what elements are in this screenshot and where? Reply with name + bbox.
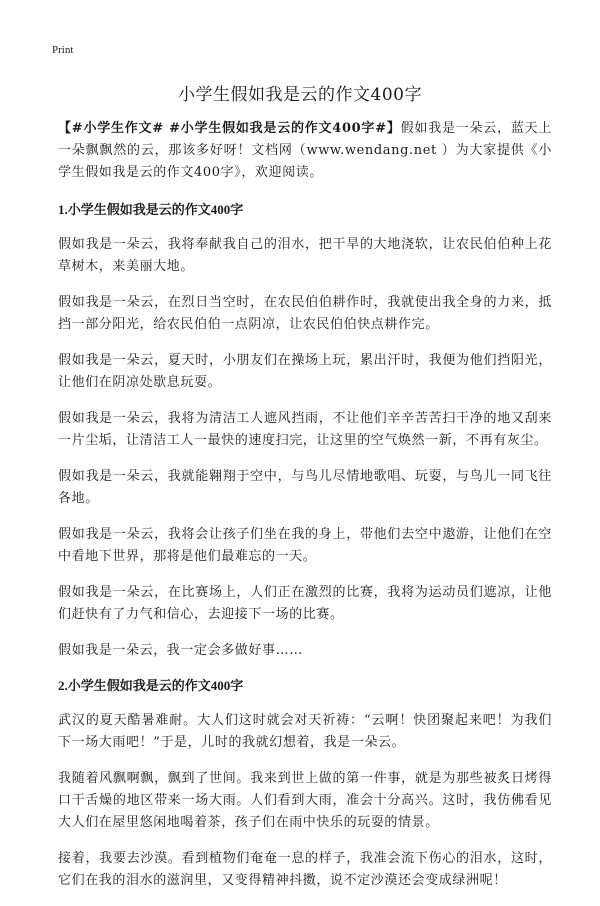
intro-tags: 【#小学生作文# #小学生假如我是云的作文400字#】: [58, 121, 401, 136]
section-1-paragraph: 假如我是一朵云，夏天时，小朋友们在操场上玩，累出汗时，我便为他们挡阳光，让他们在阴凉处歇息玩耍。: [58, 353, 552, 390]
section-1-paragraph: 假如我是一朵云，在烈日当空时，在农民伯伯耕作时，我就使出我全身的力来，抵挡一部分阳光，给农民伯伯一点阴凉，让农民伯伯快点耕作完。: [58, 295, 552, 332]
section-2-paragraph: 我随着风飘啊飘，飘到了世间。我来到世上做的第一件事，就是为那些被炙日烤得口干舌燥的地区带来一场大雨。人们看到大雨，准会十分高兴。这时，我仿佛看见大人们在屋里悠闲地喝着茶，孩子们在雨中快乐的玩耍的情景。: [58, 771, 552, 830]
section-1-paragraph: 假如我是一朵云，我将奉献我自己的泪水，把干旱的大地浇软，让农民伯伯种上花草树木，来美丽大地。: [58, 237, 552, 274]
section-1-paragraph: 假如我是一朵云，我将会让孩子们坐在我的身上，带他们去空中遨游，让他们在空中看地下世界，那将是他们最难忘的一天。: [58, 527, 552, 564]
section-2-heading: 2.小学生假如我是云的作文400字: [58, 678, 244, 693]
print-label[interactable]: Print: [52, 44, 74, 56]
section-2-paragraph: 武汉的夏天酷暑难耐。大人们这时就会对天祈祷：“云啊！快团聚起来吧！为我们下一场大雨吧！”于是，儿时的我就幻想着，我是一朵云。: [58, 713, 552, 750]
intro-text: 假如我是一朵云，蓝天上一朵飘飘然的云，那该多好呀！文档网（www.wendang.net ）为大家提供《小学生假如我是云的作文400字》，欢迎阅读。: [58, 121, 552, 180]
page-title: 小学生假如我是云的作文400字: [178, 85, 422, 105]
section-1-paragraph: 假如我是一朵云，我将为清洁工人遮风挡雨，不让他们辛辛苦苦扫干净的地又刮来一片尘垢，让清洁工人一最快的速度扫完，让这里的空气焕然一新，不再有灰尘。: [58, 411, 552, 448]
section-1-heading: 1.小学生假如我是云的作文400字: [58, 202, 244, 217]
section-1-paragraph: 假如我是一朵云，在比赛场上，人们正在激烈的比赛，我将为运动员们遮凉，让他们赶快有了力气和信心，去迎接下一场的比赛。: [58, 585, 552, 622]
section-1-paragraph: 假如我是一朵云，我一定会多做好事……: [58, 643, 303, 658]
intro-paragraph: [58, 118, 552, 184]
section-2-paragraph: 接着，我要去沙漠。看到植物们奄奄一息的样子，我准会流下伤心的泪水，这时，它们在我的泪水的滋润里，又变得精神抖擞，说不定沙漠还会变成绿洲呢！: [58, 851, 552, 888]
article-body: [58, 118, 552, 906]
section-1-paragraph: 假如我是一朵云，我就能翱翔于空中，与鸟儿尽情地歌唱、玩耍，与鸟儿一同飞往各地。: [58, 469, 552, 506]
